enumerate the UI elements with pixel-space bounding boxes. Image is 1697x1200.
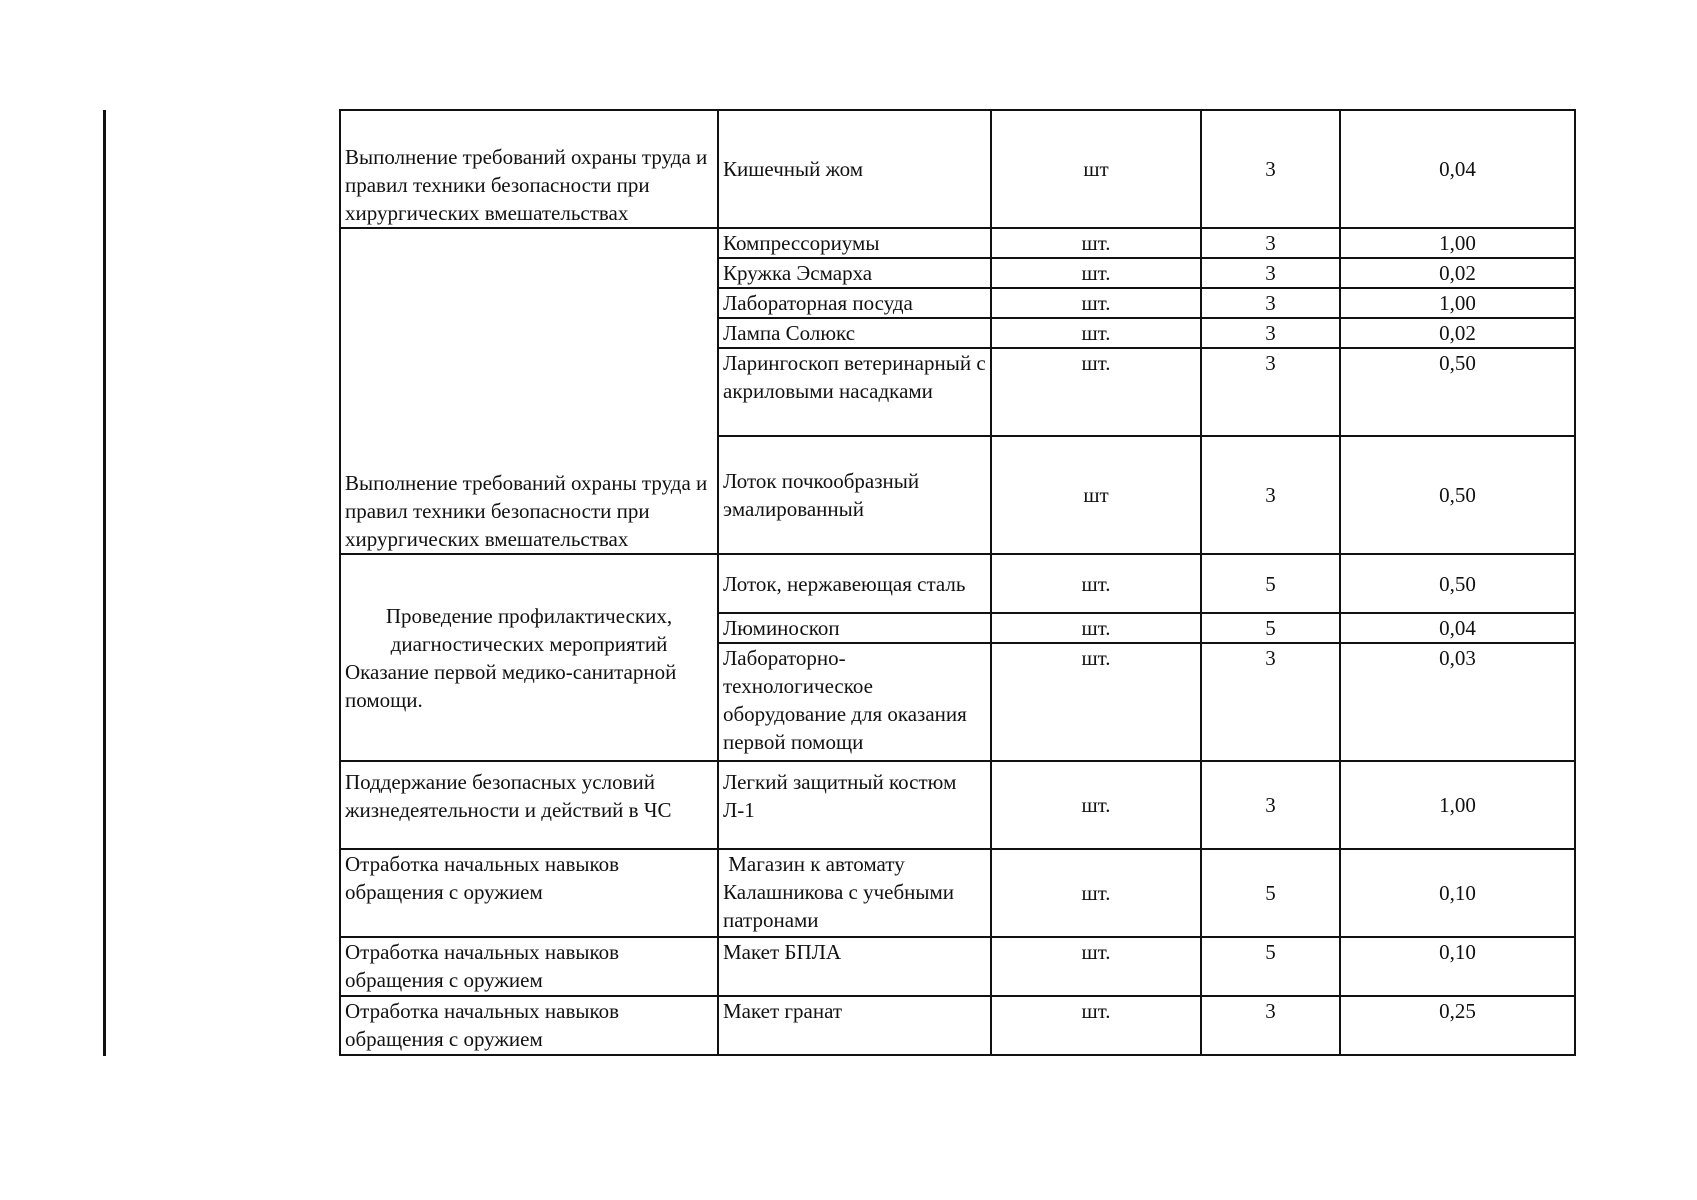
coef-cell: 0,03 — [1340, 643, 1575, 761]
item-cell: Кишечный жом — [718, 110, 991, 228]
item-cell: Лоток почкообразный эмалированный — [718, 436, 991, 554]
coef-cell: 0,04 — [1340, 613, 1575, 643]
qty-cell: 5 — [1201, 849, 1340, 937]
purpose-cell: Отработка начальных навыков обращения с оружием — [340, 849, 718, 937]
unit-cell: шт. — [991, 849, 1201, 937]
coef-cell: 0,10 — [1340, 849, 1575, 937]
coef-cell: 0,02 — [1340, 258, 1575, 288]
purpose-cell: Выполнение требований охраны труда и правил техники безопасности при хирургических вмешательствах — [340, 110, 718, 228]
qty-cell: 3 — [1201, 996, 1340, 1055]
coef-cell: 0,02 — [1340, 318, 1575, 348]
coef-cell: 0,50 — [1340, 554, 1575, 613]
unit-cell: шт — [991, 436, 1201, 554]
purpose-line: Проведение профилактических, — [385, 603, 673, 628]
table-row — [340, 761, 1575, 849]
item-cell: Легкий защитный костюм Л-1 — [718, 761, 991, 849]
unit-cell: шт. — [991, 643, 1201, 761]
qty-cell: 5 — [1201, 937, 1340, 996]
item-cell: Макет БПЛА — [718, 937, 991, 996]
unit-cell: шт. — [991, 318, 1201, 348]
coef-cell: 0,10 — [1340, 937, 1575, 996]
item-cell: Люминоскоп — [718, 613, 991, 643]
qty-cell: 5 — [1201, 613, 1340, 643]
coef-cell: 0,25 — [1340, 996, 1575, 1055]
table-row — [340, 996, 1575, 1055]
coef-cell: 0,04 — [1340, 110, 1575, 228]
unit-cell: шт. — [991, 761, 1201, 849]
purpose-cell: Отработка начальных навыков обращения с оружием — [340, 996, 718, 1055]
purpose-line: диагностических мероприятий — [390, 631, 668, 656]
coef-cell: 0,50 — [1340, 436, 1575, 554]
purpose-cell: Поддержание безопасных условий жизнедеятельности и действий в ЧС — [340, 761, 718, 849]
qty-cell: 3 — [1201, 318, 1340, 348]
qty-cell: 3 — [1201, 228, 1340, 258]
unit-cell: шт. — [991, 613, 1201, 643]
purpose-cell — [340, 554, 718, 761]
coef-cell: 1,00 — [1340, 761, 1575, 849]
coef-cell: 1,00 — [1340, 228, 1575, 258]
table-row — [340, 937, 1575, 996]
purpose-cell: Отработка начальных навыков обращения с оружием — [340, 937, 718, 996]
qty-cell: 3 — [1201, 348, 1340, 436]
unit-cell: шт. — [991, 228, 1201, 258]
qty-cell: 3 — [1201, 258, 1340, 288]
purpose-cell: Выполнение требований охраны труда и правил техники безопасности при хирургических вмешательствах — [340, 228, 718, 554]
unit-cell: шт. — [991, 996, 1201, 1055]
unit-cell: шт. — [991, 288, 1201, 318]
item-cell: Лабораторно-технологическое оборудование для оказания первой помощи — [718, 643, 991, 761]
item-cell: Макет гранат — [718, 996, 991, 1055]
qty-cell: 5 — [1201, 554, 1340, 613]
unit-cell: шт — [991, 110, 1201, 228]
unit-cell: шт. — [991, 348, 1201, 436]
equipment-table — [339, 109, 1576, 1056]
item-cell: Кружка Эсмарха — [718, 258, 991, 288]
unit-cell: шт. — [991, 937, 1201, 996]
coef-cell: 1,00 — [1340, 288, 1575, 318]
coef-cell: 0,50 — [1340, 348, 1575, 436]
purpose-line: Оказание первой медико-санитарной помощи. — [345, 659, 677, 712]
item-cell: Компрессориумы — [718, 228, 991, 258]
qty-cell: 3 — [1201, 643, 1340, 761]
item-cell: Лампа Солюкс — [718, 318, 991, 348]
page-margin-line — [103, 110, 106, 1056]
item-cell: Магазин к автомату Калашникова с учебными патронами — [718, 849, 991, 937]
unit-cell: шт. — [991, 554, 1201, 613]
table-row — [340, 110, 1575, 228]
qty-cell: 3 — [1201, 288, 1340, 318]
qty-cell: 3 — [1201, 110, 1340, 228]
item-cell: Лабораторная посуда — [718, 288, 991, 318]
qty-cell: 3 — [1201, 761, 1340, 849]
item-cell: Лоток, нержавеющая сталь — [718, 554, 991, 613]
item-cell: Ларингоскоп ветеринарный с акриловыми насадками — [718, 348, 991, 436]
table-row — [340, 554, 1575, 613]
table-row — [340, 228, 1575, 258]
unit-cell: шт. — [991, 258, 1201, 288]
table-row — [340, 849, 1575, 937]
qty-cell: 3 — [1201, 436, 1340, 554]
